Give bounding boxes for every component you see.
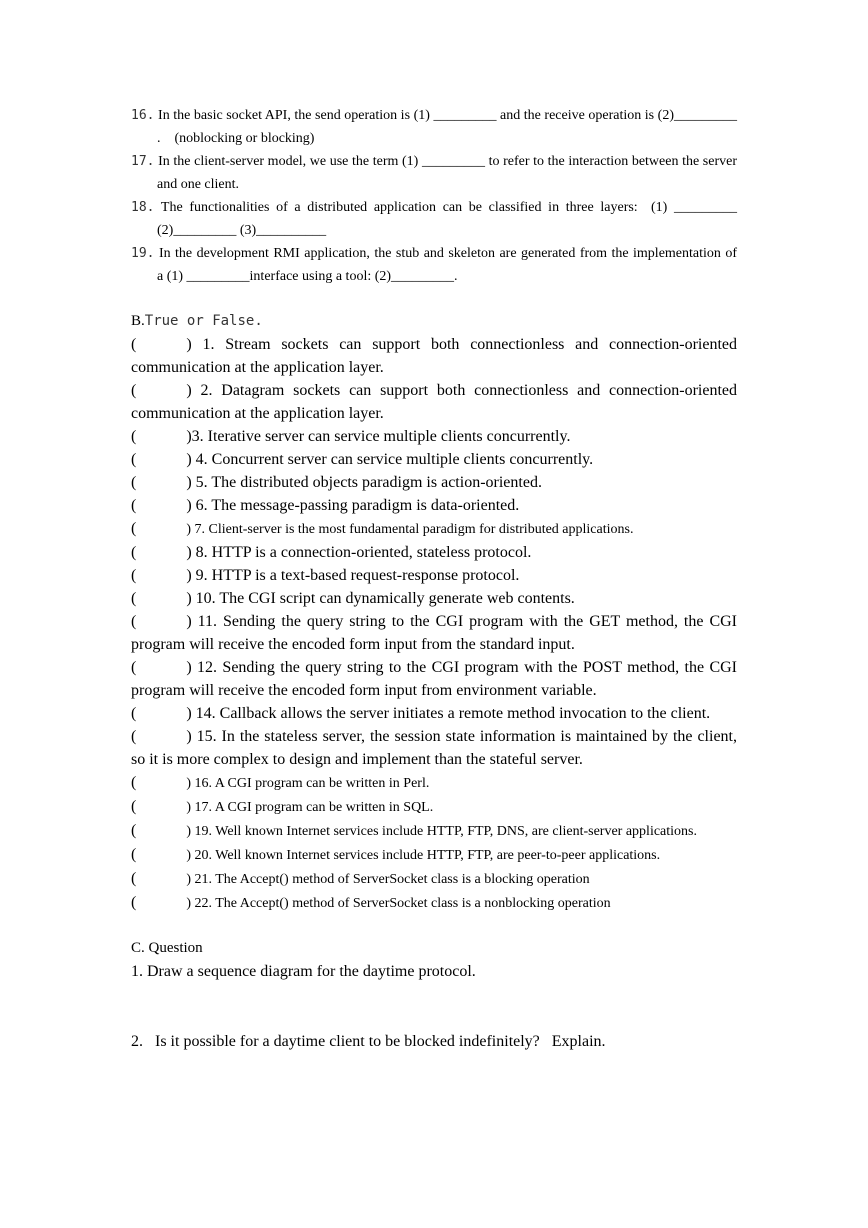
tf-statement: ) 7. Client-server is the most fundamental paradigm for distributed applications. [186,522,634,537]
tf-item [131,379,737,425]
answer-bracket: ( [131,798,137,815]
answer-bracket: ( [131,544,137,561]
tf-statement: ) 10. The CGI script can dynamically generate web contents. [186,590,575,607]
true-false-list [131,333,737,915]
item-text: The functionalities of a distributed application can be classified in three layers: (1) _________ (2)_________ (3)__________ [157,200,738,238]
tf-item [131,587,737,610]
tf-statement: ) 22. The Accept() method of ServerSocket class is a nonblocking operation [186,896,611,911]
tf-item [131,725,737,771]
fill-item [131,150,737,196]
fill-in-section [131,104,737,288]
answer-bracket: ( [131,659,137,676]
tf-item [131,771,737,795]
answer-bracket: ( [131,520,137,537]
tf-statement: ) 11. Sending the query string to the CGI program with the GET method, the CGI program will receive the encoded form input from the standard input. [131,613,737,653]
tf-statement: ) 12. Sending the query string to the CGI program with the POST method, the CGI program will receive the encoded form input from environment variable. [131,659,737,699]
item-number: 16. [131,108,155,123]
answer-bracket: ( [131,894,137,911]
tf-item [131,702,737,725]
item-text: In the client-server model, we use the term (1) _________ to refer to the interaction between the server and one client. [157,154,737,192]
answer-bracket: ( [131,822,137,839]
tf-statement: ) 2. Datagram sockets can support both connectionless and connection-oriented communication at the application layer. [131,382,737,422]
tf-statement: ) 17. A CGI program can be written in SQL. [186,800,434,815]
tf-item [131,448,737,471]
tf-item [131,471,737,494]
answer-bracket: ( [131,728,137,745]
tf-statement: ) 21. The Accept() method of ServerSocket class is a blocking operation [186,872,590,887]
question-1: 1. Draw a sequence diagram for the daytime protocol. [131,963,476,980]
tf-statement: ) 20. Well known Internet services include HTTP, FTP, are peer-to-peer applications. [186,848,661,863]
section-title: True or False. [144,313,263,329]
answer-bracket: ( [131,613,137,630]
item-number: 19. [131,246,155,261]
answer-bracket: ( [131,428,137,445]
tf-statement: ) 6. The message-passing paradigm is data-oriented. [186,497,520,514]
tf-item [131,564,737,587]
tf-item [131,891,737,915]
answer-bracket: ( [131,705,137,722]
answer-bracket: ( [131,336,137,353]
tf-statement: ) 16. A CGI program can be written in Perl. [186,776,430,791]
tf-statement: ) 4. Concurrent server can service multiple clients concurrently. [186,451,594,468]
answer-bracket: ( [131,870,137,887]
tf-item [131,656,737,702]
tf-item [131,819,737,843]
tf-item [131,867,737,891]
item-text: In the basic socket API, the send operation is (1) _________ and the receive operation is (2)_________ . (noblocking or blocking) [157,108,738,146]
answer-bracket: ( [131,774,137,791]
tf-statement: ) 1. Stream sockets can support both connectionless and connection-oriented communication at the application layer. [131,336,737,376]
answer-bracket: ( [131,497,137,514]
tf-item [131,517,737,541]
document-page [131,104,737,1053]
tf-item [131,610,737,656]
tf-item [131,843,737,867]
tf-statement: ) 19. Well known Internet services include HTTP, FTP, DNS, are client-server applications. [186,824,697,839]
answer-bracket: ( [131,451,137,468]
answer-bracket: ( [131,567,137,584]
item-number: 18. [131,200,155,215]
tf-item [131,494,737,517]
answer-bracket: ( [131,590,137,607]
tf-statement: ) 9. HTTP is a text-based request-response protocol. [186,567,520,584]
fill-item [131,242,737,288]
section-prefix: B. [131,313,145,329]
question-2: 2. Is it possible for a daytime client to be blocked indefinitely? Explain. [131,1033,606,1050]
answer-bracket: ( [131,474,137,491]
tf-statement: ) 15. In the stateless server, the session state information is maintained by the client, so it is more complex to design and implement than the stateful server. [131,728,737,768]
tf-statement: ) 8. HTTP is a connection-oriented, stateless protocol. [186,544,532,561]
item-text: In the development RMI application, the stub and skeleton are generated from the implementation of a (1) _________interface using a tool: (2)_________. [157,246,738,284]
tf-statement: )3. Iterative server can service multiple clients concurrently. [186,428,571,445]
section-b-heading [131,310,737,333]
tf-item [131,425,737,448]
answer-bracket: ( [131,846,137,863]
tf-item [131,541,737,564]
section-c-heading: C. Question [131,940,203,956]
answer-bracket: ( [131,382,137,399]
fill-item [131,104,737,150]
item-number: 17. [131,154,155,169]
fill-item [131,196,737,242]
tf-item [131,333,737,379]
tf-item [131,795,737,819]
tf-statement: ) 5. The distributed objects paradigm is action-oriented. [186,474,542,491]
tf-statement: ) 14. Callback allows the server initiates a remote method invocation to the client. [186,705,711,722]
